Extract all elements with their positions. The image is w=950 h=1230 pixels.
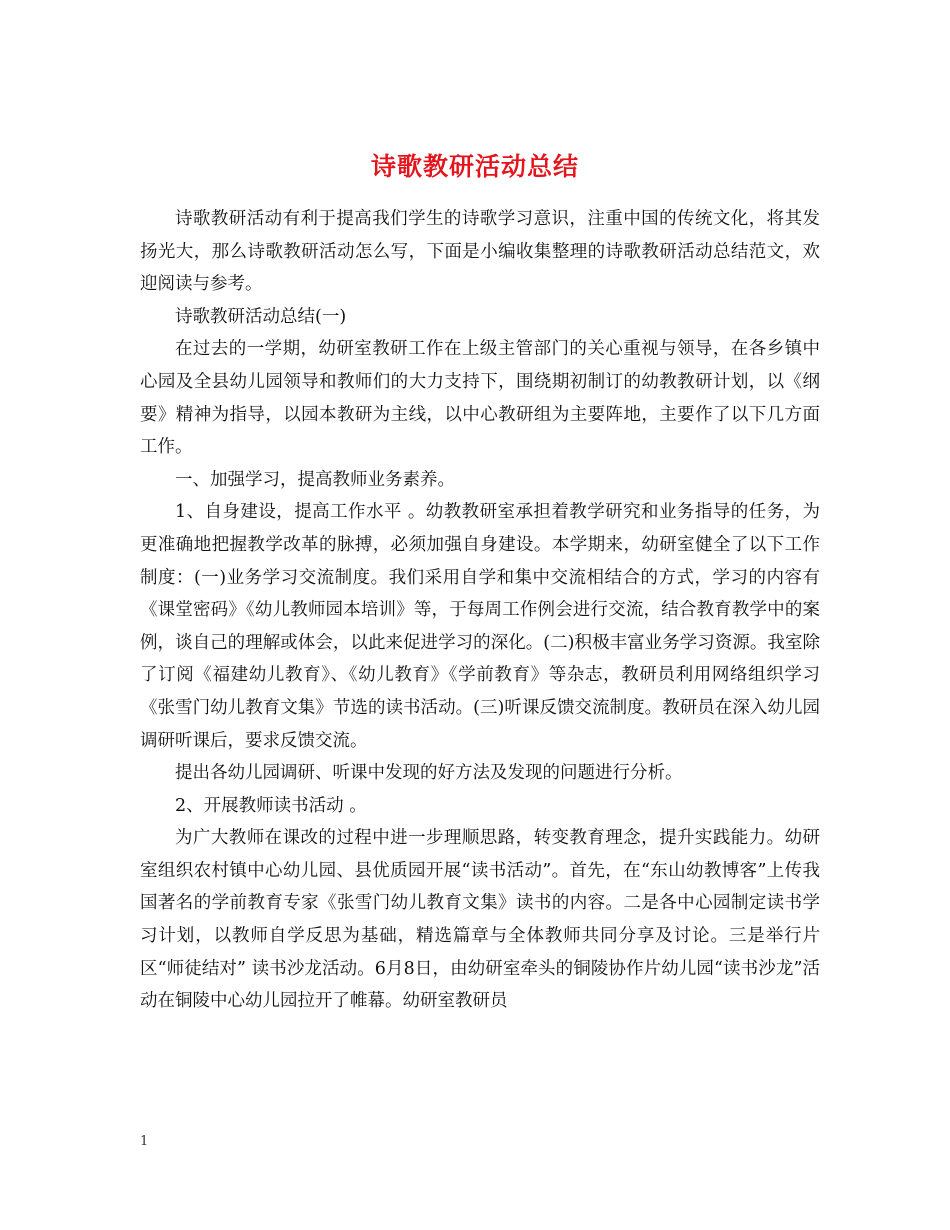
paragraph-analysis: 提出各幼儿园调研、听课中发现的好方法及发现的问题进行分析。 (175, 763, 683, 784)
paragraph-reading-activity: 为广大教师在课改的过程中进一步理顺思路，转变教育理念，提升实践能力。幼研室组织农村镇中心幼儿园、县优质园开展“读书活动”。首先，在“东山幼教博客”上传我国著名的学前教育专家《张雪门幼儿教育文集》读书的内容。二是各中心园制定读书学习计划，以教师自学反思为基础，精选篇章与全体教师共同分享及讨论。三是举行片区“师徒结对” 读书沙龙活动。6月8日，由幼研室牵头的铜陵协作片幼儿园“读书沙龙”活动在铜陵中心幼儿园拉开了帷幕。幼研室教研员 (140, 828, 820, 1012)
paragraph-subheading-2: 2、开展教师读书活动 。 (175, 795, 367, 816)
document-body (140, 203, 820, 1018)
paragraph-overview: 在过去的一学期，幼研室教研工作在上级主管部门的关心重视与领导，在各乡镇中心园及全县幼儿园领导和教师们的大力支持下，围绕期初制订的幼教教研计划，以《纲要》精神为指导，以园本教研为主线，以中心教研组为主要阵地，主要作了以下几方面工作。 (140, 339, 820, 458)
document-title: 诗歌教研活动总结 (370, 151, 579, 181)
paragraph-section-heading: 诗歌教研活动总结(一) (175, 306, 347, 327)
paragraph-intro: 诗歌教研活动有利于提高我们学生的诗歌学习意识，注重中国的传统文化，将其发扬光大，那么诗歌教研活动怎么写，下面是小编收集整理的诗歌教研活动总结范文，欢迎阅读与参考。 (140, 209, 820, 295)
paragraph-subheading-1: 一、加强学习，提高教师业务素养。 (175, 469, 455, 490)
paragraph-self-building: 1、自身建设，提高工作水平 。幼教教研室承担着教学研究和业务指导的任务，为更准确地把握教学改革的脉搏，必须加强自身建设。本学期来，幼研室健全了以下工作制度：(一)业务学习交流制度。我们采用自学和集中交流相结合的方式，学习的内容有《课堂密码》《幼儿教师园本培训》等，于每周工作例会进行交流，结合教育教学中的案例，谈自己的理解或体会，以此来促进学习的深化。(二)积极丰富业务学习资源。我室除了订阅《福建幼儿教育》、《幼儿教育》《学前教育》等杂志，教研员利用网络组织学习《张雪门幼儿教育文集》节选的读书活动。(三)听课反馈交流制度。教研员在深入幼儿园调研听课后，要求反馈交流。 (140, 502, 820, 751)
page-number: 1 (140, 1134, 149, 1149)
